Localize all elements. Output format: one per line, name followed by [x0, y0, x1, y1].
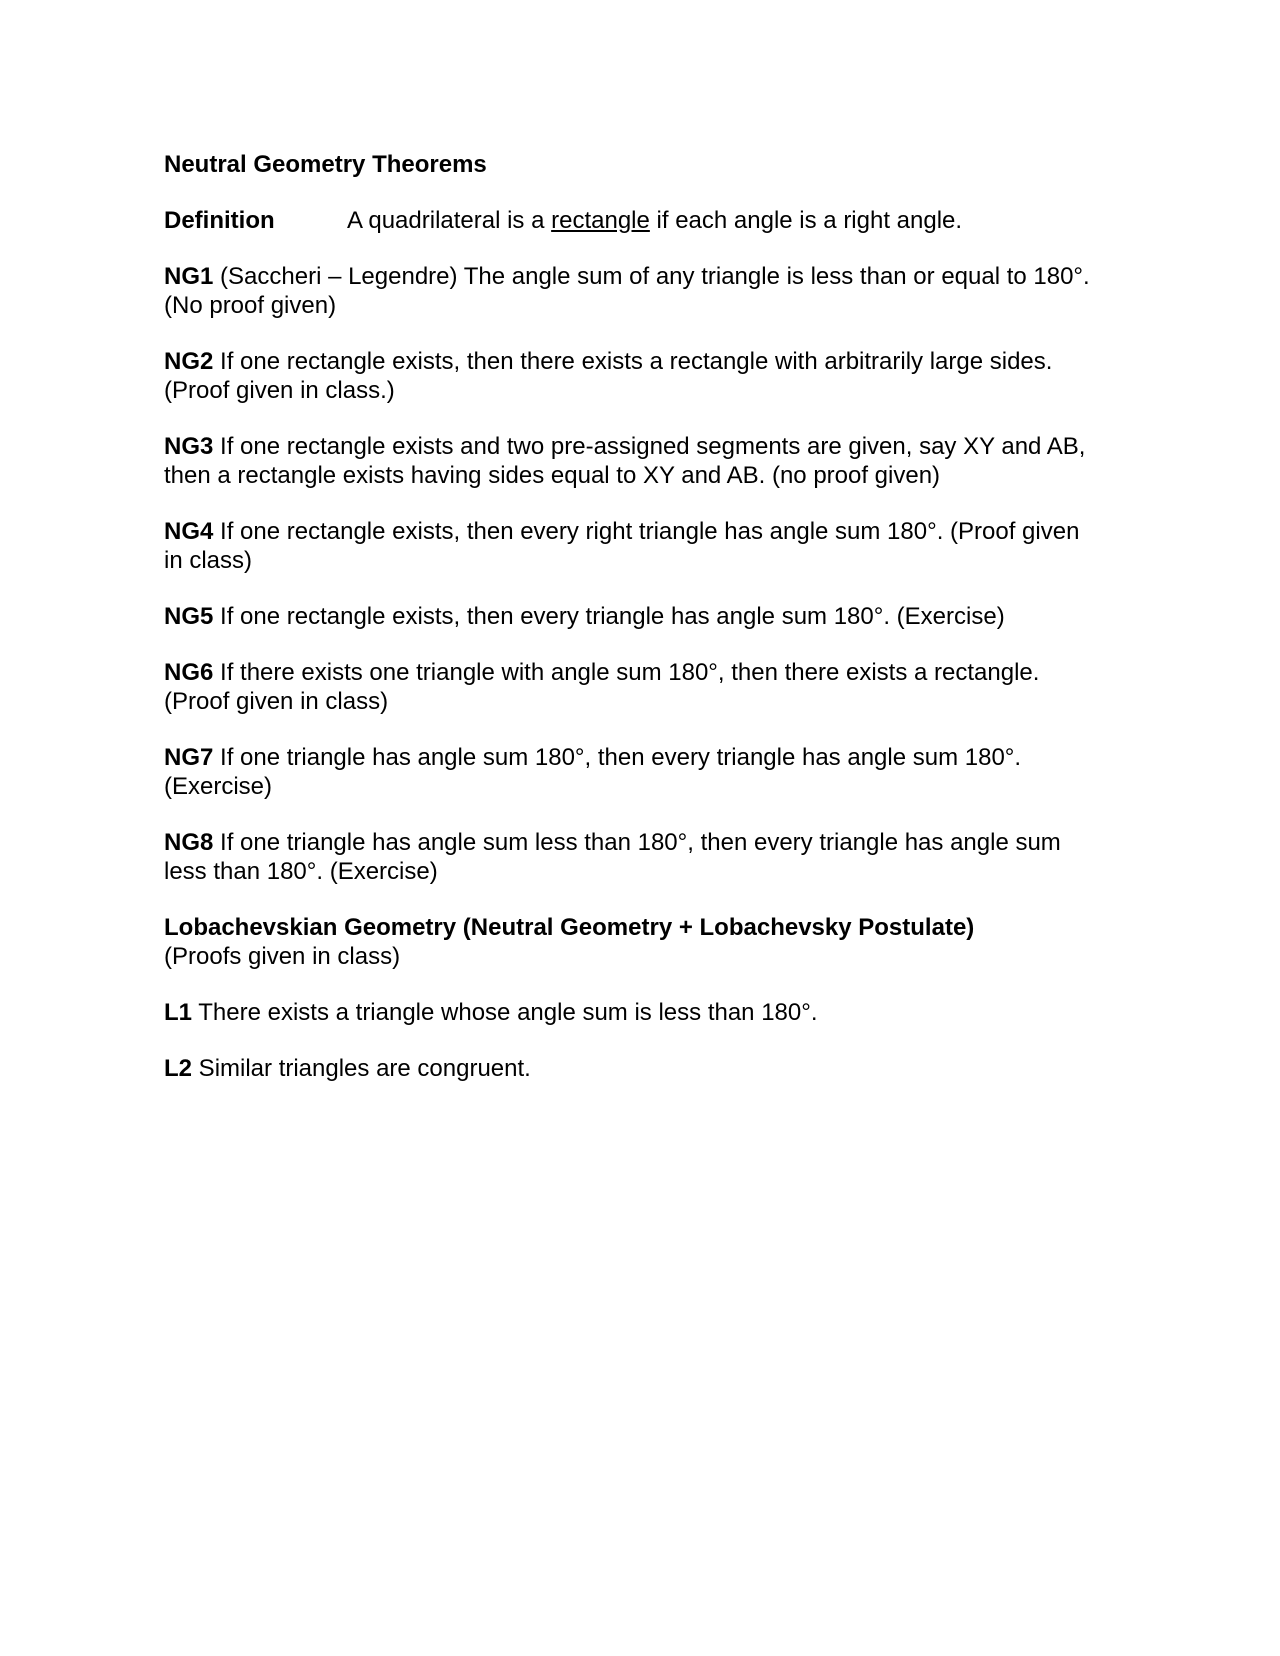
theorem-ng7 [164, 743, 1104, 801]
definition-paragraph [164, 206, 1104, 235]
theorem-label: L1 [164, 999, 193, 1026]
theorem-ng8 [164, 828, 1104, 886]
definition-text-before: A quadrilateral is a [347, 207, 552, 234]
theorem-ng4 [164, 517, 1104, 575]
theorem-ng2 [164, 347, 1104, 405]
theorem-text: If there exists one triangle with angle sum 180°, then there exists a rectangle. (Proof given in class) [164, 659, 1040, 715]
section-title: Lobachevskian Geometry (Neutral Geometry + Lobachevsky Postulate) [164, 914, 975, 941]
definition-underlined-term: rectangle [551, 207, 650, 234]
theorem-ng6 [164, 658, 1104, 716]
definition-text-after: if each angle is a right angle. [649, 207, 963, 234]
theorem-text: If one rectangle exists and two pre-assigned segments are given, say XY and AB, then a rectangle exists having sides equal to XY and AB. (no proof given) [164, 433, 1086, 489]
theorem-label: NG3 [164, 433, 214, 460]
theorem-text: If one triangle has angle sum 180°, then every triangle has angle sum 180°. (Exercise) [164, 744, 1022, 800]
theorem-text: If one rectangle exists, then every right triangle has angle sum 180°. (Proof given in class) [164, 518, 1080, 574]
theorem-l2 [164, 1054, 1104, 1083]
theorem-label: NG7 [164, 744, 214, 771]
theorem-text: If one rectangle exists, then every triangle has angle sum 180°. (Exercise) [213, 603, 1005, 630]
theorem-ng1 [164, 262, 1104, 320]
theorem-text: There exists a triangle whose angle sum is less than 180°. [192, 999, 818, 1026]
theorem-label: NG4 [164, 518, 214, 545]
theorem-text: (Saccheri – Legendre) The angle sum of any triangle is less than or equal to 180°. (No proof given) [164, 263, 1090, 319]
theorem-text: If one triangle has angle sum less than 180°, then every triangle has angle sum less than 180°. (Exercise) [164, 829, 1061, 885]
theorem-label: NG2 [164, 348, 214, 375]
theorem-label: NG6 [164, 659, 214, 686]
theorem-ng5 [164, 602, 1104, 631]
definition-term: Definition [164, 207, 275, 234]
theorem-label: NG1 [164, 263, 214, 290]
section-subtitle: (Proofs given in class) [164, 943, 401, 970]
document-title: Neutral Geometry Theorems [164, 151, 487, 178]
lobachevsky-section-heading [164, 913, 1104, 971]
theorem-ng3 [164, 432, 1104, 490]
document-content [164, 150, 1104, 1110]
theorem-l1 [164, 998, 1104, 1027]
theorem-text: If one rectangle exists, then there exists a rectangle with arbitrarily large sides. (Proof given in class.) [164, 348, 1053, 404]
theorem-text: Similar triangles are congruent. [192, 1055, 531, 1082]
theorem-label: L2 [164, 1055, 193, 1082]
theorem-label: NG5 [164, 603, 214, 630]
theorem-label: NG8 [164, 829, 214, 856]
